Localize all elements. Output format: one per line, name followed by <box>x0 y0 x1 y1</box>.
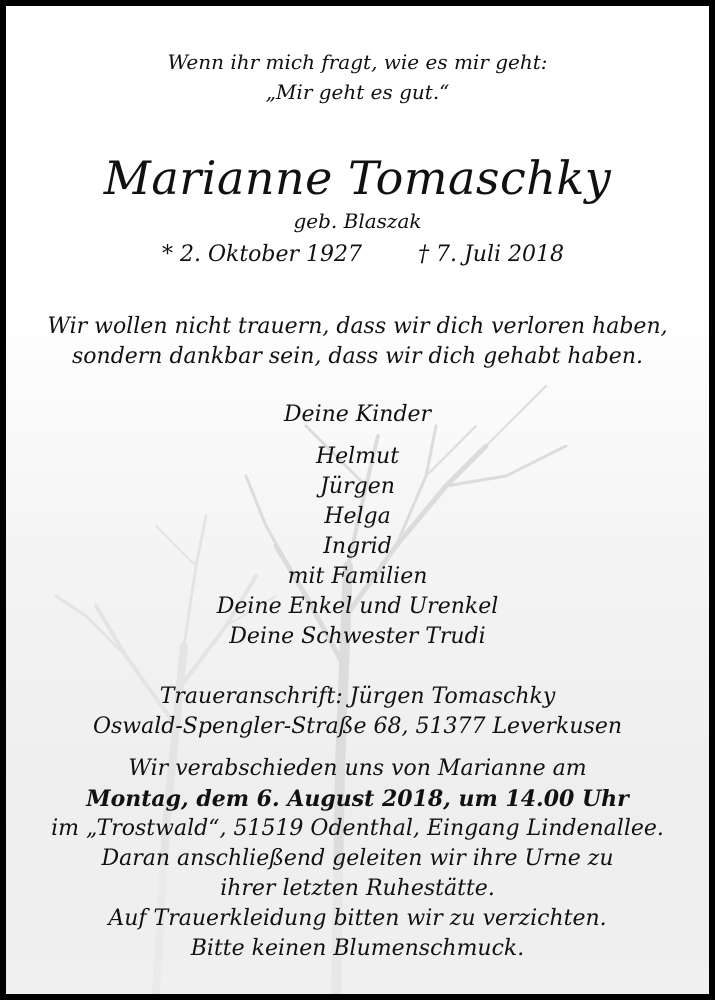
service-location: im „Trostwald“, 51519 Odenthal, Eingang Lindenallee. <box>51 816 664 841</box>
family-member: Helga <box>324 504 391 529</box>
family-member: mit Familien <box>287 564 428 589</box>
service-line: Wir verabschieden uns von Marianne am <box>128 756 587 781</box>
family-member: Ingrid <box>323 534 392 559</box>
service-line: Bitte keinen Blumenschmuck. <box>190 936 525 961</box>
family-member: Jürgen <box>320 474 395 499</box>
birth-name: geb. Blaszak <box>293 209 422 233</box>
service-line: ihrer letzten Ruhestätte. <box>220 876 495 901</box>
motto-line: Wenn ihr mich fragt, wie es mir geht: <box>167 50 548 74</box>
motto-line: „Mir geht es gut.“ <box>265 80 450 104</box>
family-list <box>6 400 709 652</box>
motto <box>6 47 709 107</box>
service-date-time: Montag, dem 6. August 2018, um 14.00 Uhr <box>86 786 629 812</box>
deceased-name: Marianne Tomaschky <box>103 151 612 205</box>
quote-line: Wir wollen nicht trauern, dass wir dich verloren haben, <box>47 314 668 339</box>
memorial-quote <box>6 312 709 372</box>
address-line: Oswald-Spengler-Straße 68, 51377 Leverkusen <box>92 714 623 739</box>
service-line: Auf Trauerkleidung bitten wir zu verzichten. <box>108 906 607 931</box>
condolence-address <box>6 682 709 742</box>
family-member: Deine Schwester Trudi <box>229 624 486 649</box>
quote-line: sondern dankbar sein, dass wir dich gehabt haben. <box>71 344 643 369</box>
address-line: Traueranschrift: Jürgen Tomaschky <box>159 684 556 709</box>
funeral-service-info <box>6 754 709 964</box>
service-line: Daran anschließend geleiten wir ihre Urne zu <box>101 846 614 871</box>
family-member: Deine Enkel und Urenkel <box>216 594 499 619</box>
birth-date: * 2. Oktober 1927 <box>162 242 363 267</box>
family-heading: Deine Kinder <box>283 402 432 427</box>
family-member: Helmut <box>315 444 400 469</box>
death-date: † 7. Juli 2018 <box>418 242 565 267</box>
